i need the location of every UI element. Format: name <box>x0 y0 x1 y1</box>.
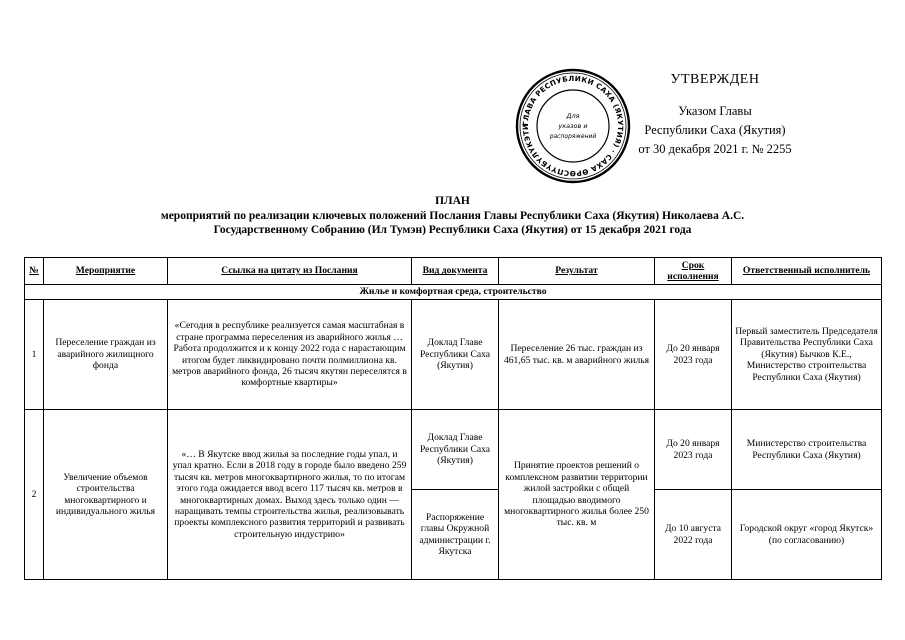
seal-center-line-2: указов и <box>558 122 588 130</box>
approved-republic: Республики Саха (Якутия) <box>644 123 786 137</box>
row-result: Принятие проектов решений о комплексном развитии территории жилой застройки с общей площадью вводимого многоквартирного жилья более 250 тыс. кв. м <box>499 410 655 580</box>
row-num: 2 <box>25 410 44 580</box>
row-executor: Министерство строительства Республики Саха (Якутия) <box>732 410 882 490</box>
approved-decree: Указом Главы <box>678 104 752 118</box>
plan-table <box>24 257 882 580</box>
row-event: Переселение граждан из аварийного жилищного фонда <box>44 300 168 410</box>
row-result: Переселение 26 тыс. граждан из 461,65 тыс. кв. м аварийного жилья <box>499 300 655 410</box>
row-executor: Городской округ «город Якутск» (по согласованию) <box>732 490 882 580</box>
approved-date: от 30 декабря 2021 г. № 2255 <box>638 142 792 156</box>
document-title <box>40 194 865 238</box>
header-result: Результат <box>499 258 655 285</box>
header-event: Мероприятие <box>44 258 168 285</box>
header-num: № <box>25 258 44 285</box>
table-row <box>25 300 882 410</box>
header-doc-type: Вид документа <box>412 258 499 285</box>
approval-block <box>600 70 830 159</box>
row-event: Увеличение объемов строительства многоквартирного и индивидуального жилья <box>44 410 168 580</box>
title-line-2: мероприятий по реализации ключевых положений Послания Главы Республики Саха (Якутия) Николаева А.С. <box>160 209 745 222</box>
section-title: Жилье и комфортная среда, строительство <box>25 285 882 300</box>
title-line-3: Государственному Собранию (Ил Тумэн) Республики Саха (Якутия) от 15 декабря 2021 года <box>213 224 692 236</box>
table-header-row <box>25 258 882 285</box>
row-deadline: До 10 августа 2022 года <box>655 490 732 580</box>
row-doc-type: Распоряжение главы Окружной администрации г. Якутска <box>412 490 499 580</box>
approved-heading: УТВЕРЖДЕН <box>670 72 760 87</box>
row-quote: «… В Якутске ввод жилья за последние годы упал, и упал кратно. Если в 2018 году в городе было введено 259 тысяч кв. метров многоквартирного жилья, то по итогам этого года ожидается ввод всего 117 тысяч кв. метров в многоквартирных домах. Выход здесь только один — наращивать темпы строительства жилья, реализовывать проекты комплексного развития территорий и развивать строительную индустрию» <box>168 410 412 580</box>
row-quote: «Сегодня в республике реализуется самая масштабная в стране программа переселения из аварийного жилья … Работа продолжится и к концу 2022 года с нарастающим итогом будет ликвидировано почти полмиллиона кв. метров аварийного фонда, 26 тысяч якутян переселятся в комфортные квартиры» <box>168 300 412 410</box>
row-doc-type: Доклад Главе Республики Саха (Якутия) <box>412 410 499 490</box>
seal-center-line-3: распоряжений <box>549 133 597 140</box>
table-row <box>25 410 882 490</box>
header-deadline: Срок исполнения <box>655 258 732 285</box>
row-deadline: До 20 января 2023 года <box>655 300 732 410</box>
row-num: 1 <box>25 300 44 410</box>
row-doc-type: Доклад Главе Республики Саха (Якутия) <box>412 300 499 410</box>
header-quote: Ссылка на цитату из Послания <box>168 258 412 285</box>
row-executor: Первый заместитель Председателя Правительства Республики Саха (Якутия) Бычков К.Е., Министерство строительства Республики Саха (Якутия) <box>732 300 882 410</box>
seal-outer-text: ГЛАВА РЕСПУБЛИКИ САХА (ЯКУТИЯ) · САХА ӨРӨСПҮҮБҮЛҮКЭТИ <box>520 73 626 179</box>
row-deadline: До 20 января 2023 года <box>655 410 732 490</box>
header-executor: Ответственный исполнитель <box>732 258 882 285</box>
seal-center-line-1: Для <box>566 112 580 120</box>
section-row <box>25 285 882 300</box>
title-plan: ПЛАН <box>435 195 470 207</box>
